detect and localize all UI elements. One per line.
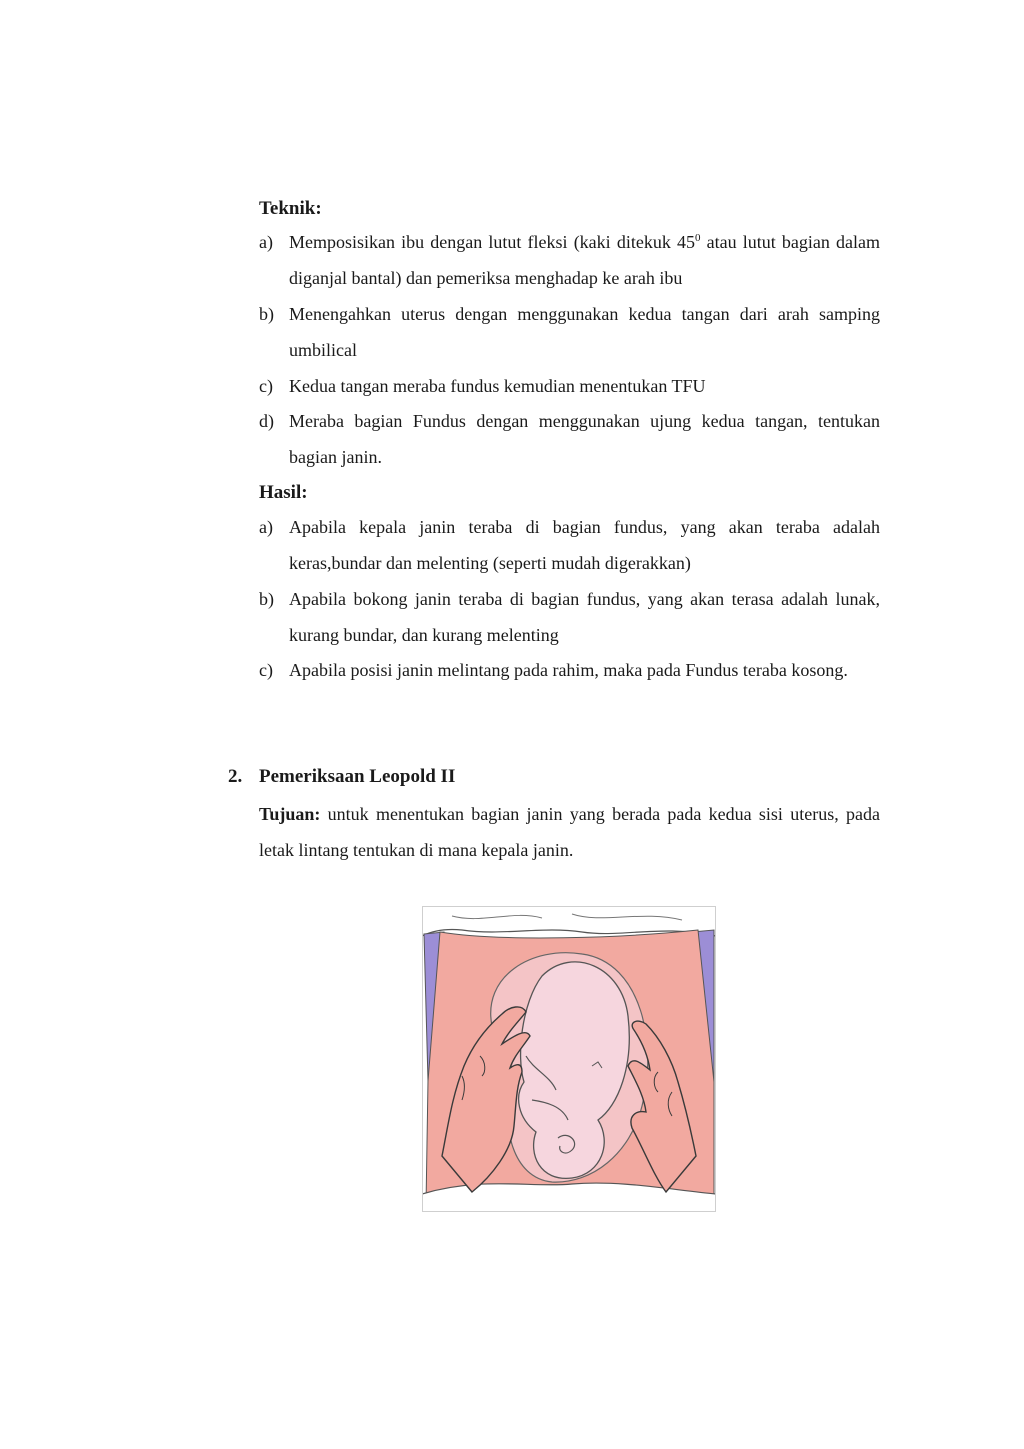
section-heading <box>228 764 455 790</box>
section-title: Pemeriksaan Leopold II <box>259 766 456 787</box>
list-item-text: Apabila bokong janin teraba di bagian fundus, yang akan terasa adalah lunak, kurang bundar, dan kurang melenting <box>289 589 880 645</box>
text-part: atau lutut bagian dalam diganjal bantal) dan pemeriksa menghadap ke arah ibu <box>289 232 880 288</box>
teknik-item-b <box>259 296 880 368</box>
list-marker: c) <box>259 376 273 396</box>
list-item-text: Menengahkan uterus dengan menggunakan kedua tangan dari arah samping umbilical <box>289 304 880 360</box>
teknik-heading: Teknik: <box>259 198 322 219</box>
text-part: Memposisikan ibu dengan lutut fleksi (kaki ditekuk 45 <box>289 232 695 252</box>
list-item-text: Meraba bagian Fundus dengan menggunakan ujung kedua tangan, tentukan bagian janin. <box>289 411 880 467</box>
tujuan-paragraph <box>259 796 880 868</box>
tujuan-text: untuk menentukan bagian janin yang berada pada kedua sisi uterus, pada letak lintang tentukan di mana kepala janin. <box>259 804 880 860</box>
list-item-text: Apabila kepala janin teraba di bagian fundus, yang akan teraba adalah keras,bundar dan melenting (seperti mudah digerakkan) <box>289 517 880 573</box>
list-item-text: Kedua tangan meraba fundus kemudian menentukan TFU <box>289 376 706 396</box>
teknik-item-a <box>259 224 880 296</box>
list-item-text: Apabila posisi janin melintang pada rahim, maka pada Fundus teraba kosong. <box>289 660 848 680</box>
hasil-item-b <box>259 581 880 653</box>
list-marker: d) <box>259 411 274 431</box>
section-number: 2. <box>228 766 243 787</box>
tujuan-label: Tujuan: <box>259 804 321 824</box>
hasil-item-c <box>259 652 880 688</box>
list-marker: a) <box>259 232 273 252</box>
list-marker: b) <box>259 589 274 609</box>
list-marker: a) <box>259 517 273 537</box>
list-marker: b) <box>259 304 274 324</box>
list-item-text <box>289 224 880 296</box>
teknik-item-c <box>259 368 880 404</box>
teknik-item-d <box>259 403 880 475</box>
hasil-heading: Hasil: <box>259 482 308 503</box>
degree-superscript: 0 <box>694 232 701 244</box>
hasil-item-a <box>259 509 880 581</box>
list-marker: c) <box>259 660 273 680</box>
leopold-illustration <box>422 906 716 1212</box>
